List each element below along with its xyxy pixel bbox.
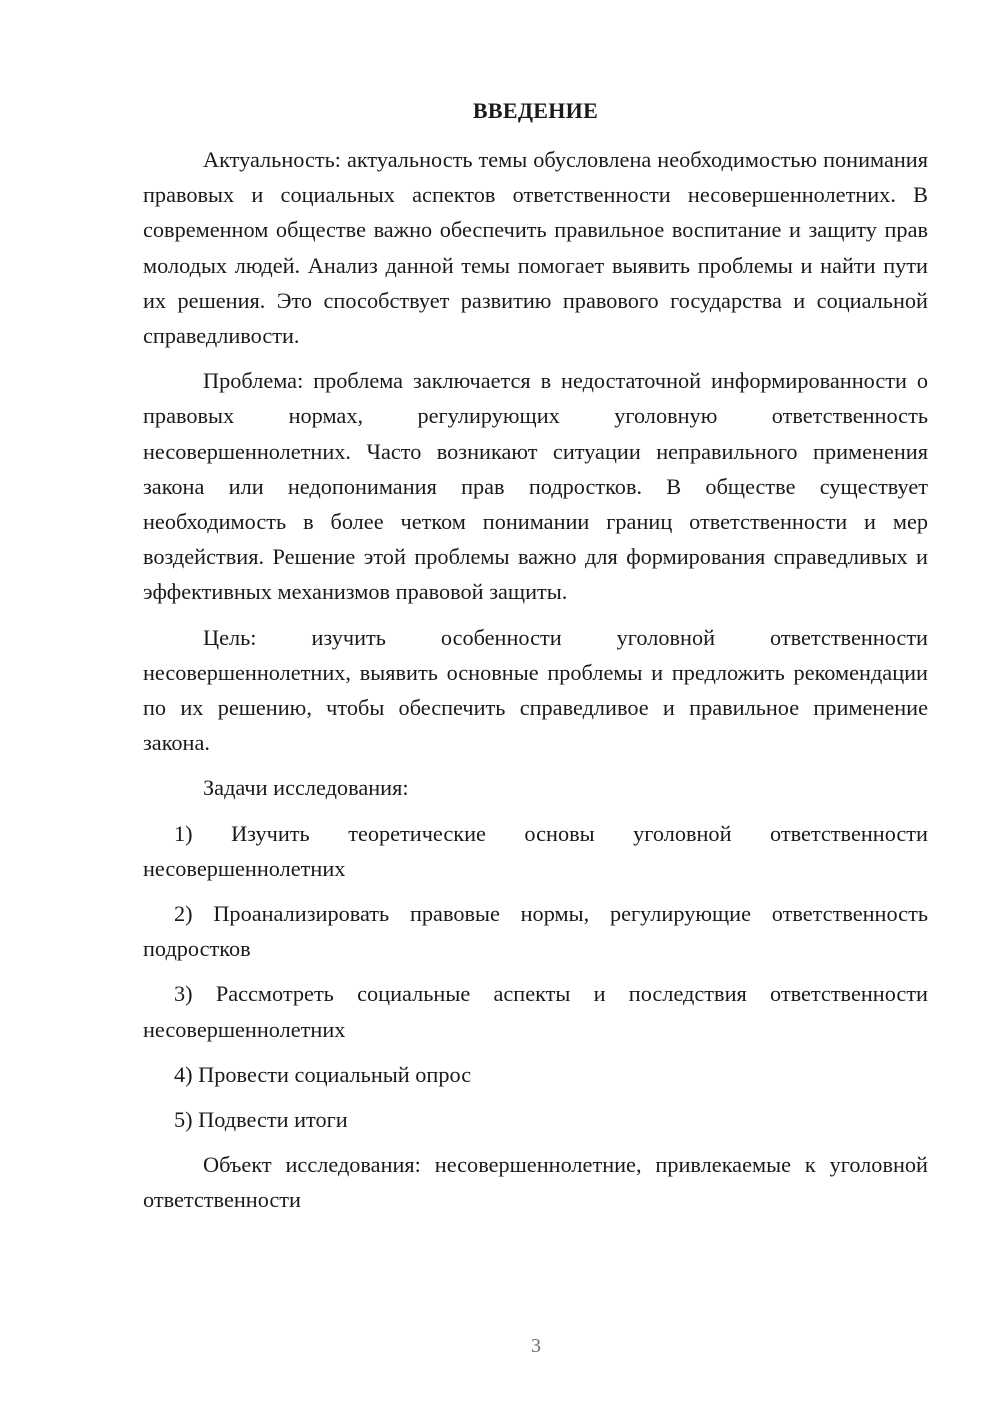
page-body	[143, 142, 928, 1228]
task-item: 2) Проанализировать правовые нормы, регулирующие ответственность подростков	[143, 901, 928, 962]
paragraph-goal: Цель: изучить особенности уголовной ответственности несовершеннолетних, выявить основные проблемы и предложить рекомендации по их решению, чтобы обеспечить справедливое и правильное применение закона.	[143, 624, 928, 756]
section-heading: ВВЕДЕНИЕ	[472, 98, 599, 123]
paragraph-problem: Проблема: проблема заключается в недостаточной информированности о правовых нормах, регулирующих уголовную ответственность несовершеннолетних. Часто возникают ситуации неправильного применения закона или недопонимания прав подростков. В обществе существует необходимость в более четком понимании границ ответственности и мер воздействия. Решение этой проблемы важно для формирования справедливых и эффективных механизмов правовой защиты.	[143, 368, 928, 605]
tasks-heading: Задачи исследования:	[203, 775, 409, 801]
task-item: 4) Провести социальный опрос	[174, 1061, 472, 1087]
task-item: 1) Изучить теоретические основы уголовной ответственности несовершеннолетних	[143, 820, 928, 881]
page-number: 3	[531, 1335, 541, 1357]
paragraph-relevance: Актуальность: актуальность темы обусловлена необходимостью понимания правовых и социальных аспектов ответственности несовершеннолетних. В современном обществе важно обеспечить правильное воспитание и защиту прав молодых людей. Анализ данной темы помогает выявить проблемы и найти пути их решения. Это способствует развитию правового государства и социальной справедливости.	[143, 147, 928, 349]
task-item: 5) Подвести итоги	[174, 1107, 348, 1133]
paragraph-object: Объект исследования: несовершеннолетние, привлекаемые к уголовной ответственности	[143, 1152, 928, 1213]
task-item: 3) Рассмотреть социальные аспекты и последствия ответственности несовершеннолетних	[143, 981, 928, 1042]
